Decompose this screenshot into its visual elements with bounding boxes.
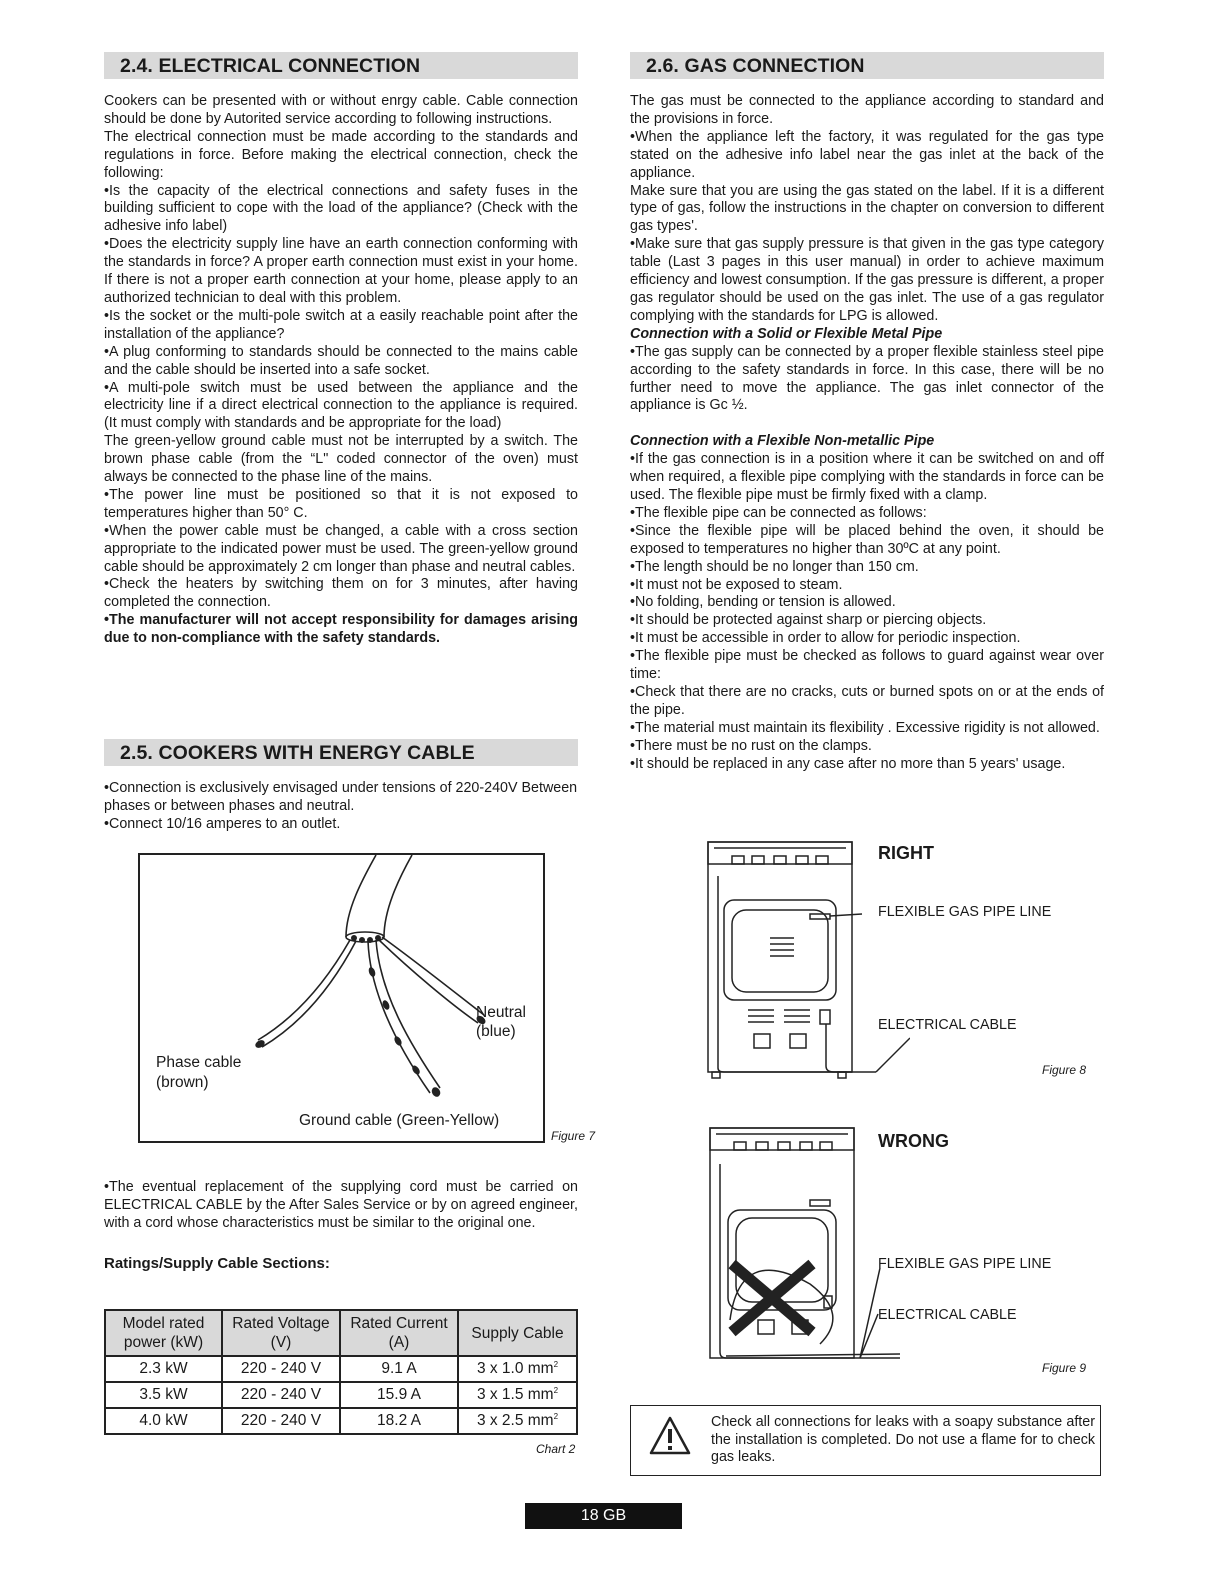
electrical-cable-label: ELECTRICAL CABLE bbox=[878, 1307, 1017, 1323]
table-row bbox=[105, 1382, 577, 1408]
paragraph: •The eventual replacement of the supplying cord must be carried on ELECTRICAL CABLE by the After Sales Service or by on agreed engineer, with a cord whose characteristics must be similar to the original one. bbox=[104, 1179, 578, 1231]
paragraph: •Is the socket or the multi-pole switch at a easily reachable point after the installation of the appliance? bbox=[104, 307, 578, 342]
col-header-cable: Supply Cable bbox=[458, 1310, 577, 1356]
table-header-row bbox=[105, 1310, 577, 1356]
figure-9-wrong-installation bbox=[700, 1124, 1110, 1378]
figure-9-title: WRONG bbox=[878, 1131, 949, 1151]
paragraph: •Since the flexible pipe will be placed behind the oven, it should be exposed to temperatures no higher than 30ºC at any point. bbox=[630, 522, 1104, 557]
cell-current: 15.9 A bbox=[340, 1382, 458, 1408]
figure-7-cable-diagram bbox=[138, 853, 545, 1143]
superscript: 2 bbox=[553, 1411, 559, 1421]
superscript: 2 bbox=[553, 1359, 559, 1369]
ratings-table-wrap bbox=[104, 1309, 578, 1435]
phase-label: Phase cable bbox=[156, 1054, 242, 1071]
page-number: 18 GB bbox=[525, 1503, 682, 1529]
paragraph: •The flexible pipe can be connected as follows: bbox=[630, 504, 927, 521]
cell-voltage: 220 - 240 V bbox=[222, 1408, 340, 1434]
paragraph: •When the power cable must be changed, a cable with a cross section appropriate to the indicated power must be used. The green-yellow ground cable should be approximately 2 cm longer than phase and neutral cables. bbox=[104, 522, 578, 575]
warning-text: Check all connections for leaks with a soapy substance after the installation is completed. Do not use a flame for to check gas leaks. bbox=[711, 1414, 1095, 1465]
phase-color-label: (brown) bbox=[156, 1074, 209, 1091]
paragraph: •The length should be no longer than 150 cm. bbox=[630, 558, 919, 575]
ratings-table bbox=[104, 1309, 578, 1435]
cell-cable bbox=[458, 1356, 577, 1382]
paragraph: •Check that there are no cracks, cuts or burned spots on or at the ends of the pipe. bbox=[630, 684, 1104, 718]
col-header-voltage: Rated Voltage (V) bbox=[222, 1310, 340, 1356]
paragraph: The green-yellow ground cable must not be interrupted by a switch. The brown phase cable (from the “L" coded connector of the oven) must always be connected to the phase line of the mains. bbox=[104, 433, 578, 486]
left-column bbox=[104, 52, 578, 648]
cell-cable bbox=[458, 1382, 577, 1408]
paragraph: •It should be replaced in any case after no more than 5 years' usage. bbox=[630, 755, 1066, 772]
paragraph: •When the appliance left the factory, it was regulated for the gas type stated on the adhesive info label near the gas inlet at the back of the appliance. bbox=[630, 128, 1104, 181]
paragraph: •Connect 10/16 amperes to an outlet. bbox=[104, 815, 341, 832]
paragraph: The gas must be connected to the appliance according to standard and the provisions in force. bbox=[630, 93, 1104, 127]
ratings-title: Ratings/Supply Cable Sections: bbox=[104, 1254, 330, 1272]
section-heading-gas: 2.6. GAS CONNECTION bbox=[630, 52, 1104, 79]
paragraph: •A multi-pole switch must be used between the appliance and the electricity line if a direct electrical connection to the appliance is required. (It must comply with standards and be appropriate for the load) bbox=[104, 379, 578, 432]
cell-current: 9.1 A bbox=[340, 1356, 458, 1382]
subheading-nonmetal-pipe: Connection with a Flexible Non-metallic Pipe bbox=[630, 433, 935, 450]
section-heading-energy-cable: 2.5. COOKERS WITH ENERGY CABLE bbox=[104, 739, 578, 766]
paragraph: •Is the capacity of the electrical connections and safety fuses in the building sufficient to cope with the load of the appliance? (Check with the adhesive info label) bbox=[104, 182, 578, 235]
cell-power: 4.0 kW bbox=[105, 1408, 222, 1434]
cell-current: 18.2 A bbox=[340, 1408, 458, 1434]
paragraph: •A plug conforming to standards should be connected to the mains cable and the cable should be inserted into a safe socket. bbox=[104, 343, 578, 378]
neutral-label: Neutral bbox=[476, 1004, 526, 1021]
electrical-cable-label: ELECTRICAL CABLE bbox=[878, 1017, 1017, 1033]
paragraph: •If the gas connection is in a position where it can be switched on and off when required, a flexible pipe complying with the standards in force can be used. The flexible pipe must be firmly fixed with a clamp. bbox=[630, 451, 1104, 504]
cell-cable bbox=[458, 1408, 577, 1434]
cell-voltage: 220 - 240 V bbox=[222, 1382, 340, 1408]
paragraph: •Connection is exclusively envisaged under tensions of 220-240V Between phases or between phases and neutral. bbox=[104, 780, 578, 814]
spacer bbox=[630, 415, 1104, 433]
replacement-section bbox=[104, 1179, 578, 1273]
subheading-metal-pipe: Connection with a Solid or Flexible Metal Pipe bbox=[630, 325, 943, 342]
gas-pipe-label: FLEXIBLE GAS PIPE LINE bbox=[878, 904, 1052, 920]
paragraph: •It must be accessible in order to allow for periodic inspection. bbox=[630, 630, 1021, 647]
figure-8-right-installation bbox=[700, 838, 1110, 1083]
paragraph: Cookers can be presented with or without enrgy cable. Cable connection should be done by Autorited service according to following instructions. bbox=[104, 93, 578, 127]
figure-8-caption: Figure 8 bbox=[1042, 1063, 1087, 1077]
col-header-current: Rated Current (A) bbox=[340, 1310, 458, 1356]
paragraph: •The power line must be positioned so that it is not exposed to temperatures higher than 50° C. bbox=[104, 486, 578, 521]
ground-label: Ground cable (Green-Yellow) bbox=[299, 1112, 500, 1129]
cable-value: 3 x 2.5 mm bbox=[476, 1412, 554, 1430]
energy-cable-section bbox=[104, 739, 578, 834]
cable-illustration bbox=[140, 855, 543, 1141]
oven-back-illustration-wrong bbox=[700, 1124, 910, 1378]
paragraph: Make sure that you are using the gas stated on the label. If it is a different type of gas, follow the instructions in the chapter on conversion to different gas types'. bbox=[630, 182, 1104, 235]
section-heading-electrical: 2.4. ELECTRICAL CONNECTION bbox=[104, 52, 578, 79]
paragraph: •The flexible pipe must be checked as follows to guard against wear over time: bbox=[630, 648, 1104, 683]
paragraph: The electrical connection must be made according to the standards and regulations in force. Before making the electrical connection, check the following: bbox=[104, 128, 578, 181]
paragraph: •Check the heaters by switching them on for 3 minutes, after having completed the connection. bbox=[104, 576, 578, 611]
paragraph: •No folding, bending or tension is allowed. bbox=[630, 594, 896, 611]
neutral-color-label: (blue) bbox=[476, 1023, 516, 1040]
gas-leak-warning bbox=[630, 1405, 1101, 1476]
right-column bbox=[630, 52, 1104, 774]
cable-value: 3 x 1.5 mm bbox=[476, 1386, 554, 1404]
superscript: 2 bbox=[553, 1385, 559, 1395]
warning-triangle-icon bbox=[649, 1416, 691, 1456]
paragraph: •It should be protected against sharp or piercing objects. bbox=[630, 612, 987, 629]
paragraph: •Make sure that gas supply pressure is that given in the gas type category table (Last 3 pages in this user manual) in order to achieve maximum efficiency and lowest consumption. If the gas pressure is different, a proper gas regulator should be used on the gas inlet. The use of a gas regulator complying with the standards for LPG is allowed. bbox=[630, 236, 1104, 324]
paragraph: •The gas supply can be connected by a proper flexible stainless steel pipe according to the safety standards in force. In this case, there will be no further need to move the appliance. The gas inlet connector of the appliance is Gc ½. bbox=[630, 343, 1104, 414]
responsibility-note: •The manufacturer will not accept responsibility for damages arising due to non-compliance with the safety standards. bbox=[104, 612, 578, 647]
table-row bbox=[105, 1356, 577, 1382]
paragraph: •The material must maintain its flexibility . Excessive rigidity is not allowed. bbox=[630, 719, 1100, 736]
figure-8-title: RIGHT bbox=[878, 843, 934, 863]
cable-value: 3 x 1.0 mm bbox=[476, 1360, 554, 1378]
figure-7-caption: Figure 7 bbox=[551, 1129, 596, 1143]
cell-power: 2.3 kW bbox=[105, 1356, 222, 1382]
paragraph: •There must be no rust on the clamps. bbox=[630, 737, 872, 754]
paragraph: •It must not be exposed to steam. bbox=[630, 576, 843, 593]
paragraph: •Does the electricity supply line have an earth connection conforming with the standards in force? A proper earth connection must exist in your home. If there is not a proper earth connection at your home, please apply to an authorized technician to deal with this problem. bbox=[104, 236, 578, 306]
figure-9-caption: Figure 9 bbox=[1042, 1361, 1087, 1375]
cell-voltage: 220 - 240 V bbox=[222, 1356, 340, 1382]
table-row bbox=[105, 1408, 577, 1434]
oven-back-illustration-right bbox=[700, 838, 910, 1083]
gas-pipe-label: FLEXIBLE GAS PIPE LINE bbox=[878, 1256, 1052, 1272]
chart-2-caption: Chart 2 bbox=[536, 1442, 576, 1456]
col-header-power: Model rated power (kW) bbox=[105, 1310, 222, 1356]
cell-power: 3.5 kW bbox=[105, 1382, 222, 1408]
